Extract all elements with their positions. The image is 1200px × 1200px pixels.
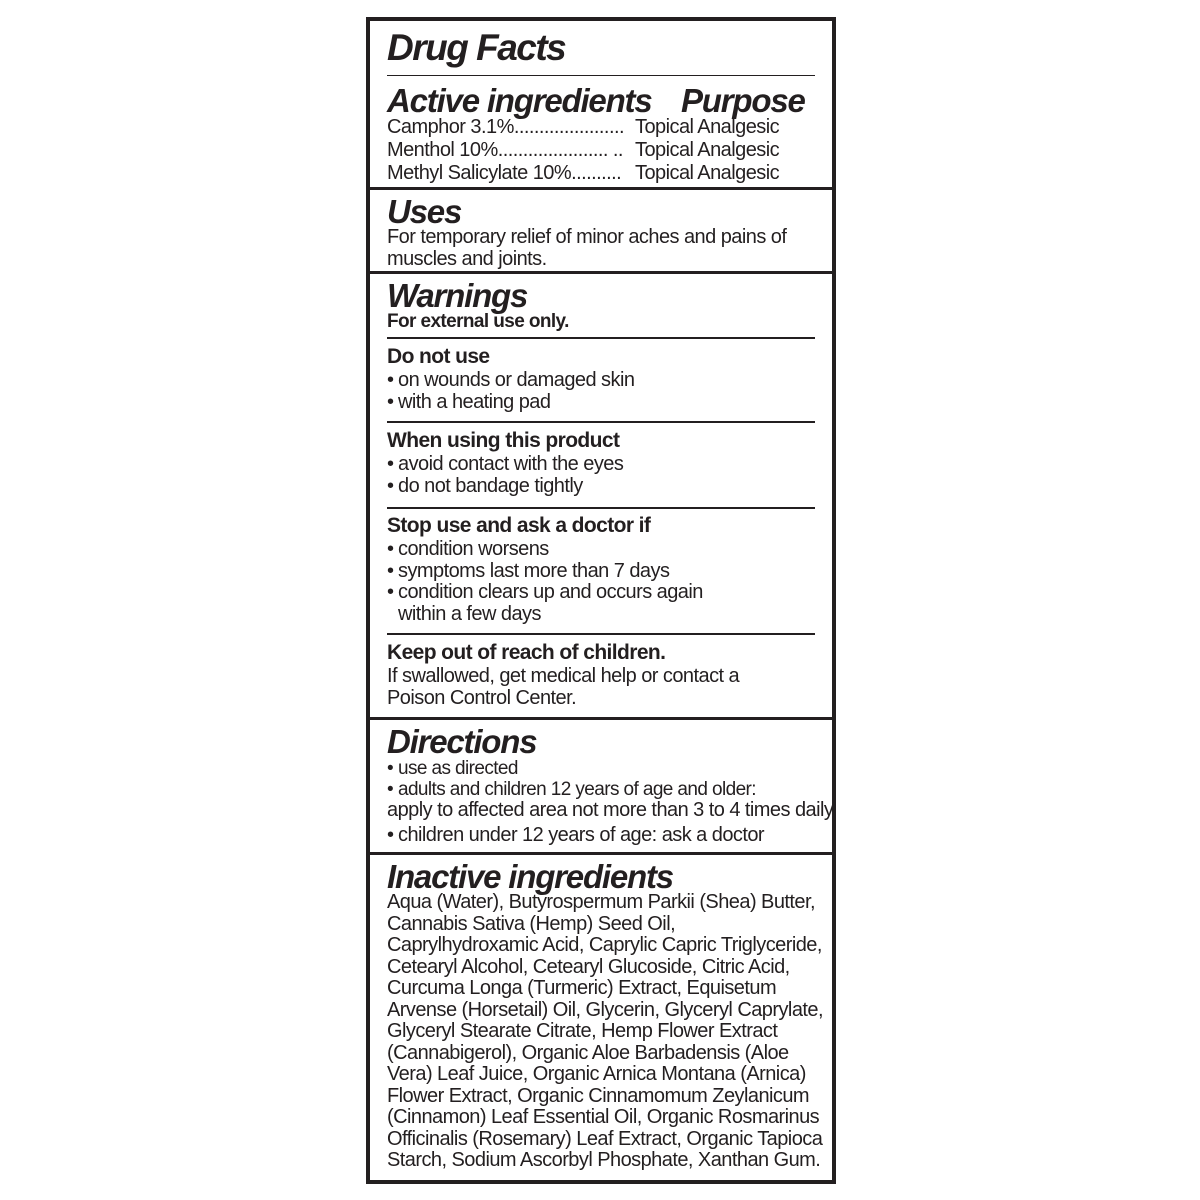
when-using-list	[387, 454, 817, 497]
inactive-ingredients-text: Aqua (Water), Butyrospermum Parkii (Shea) Butter, Cannabis Sativa (Hemp) Seed Oil, Caprylhydroxamic Acid, Caprylic Capric Triglyceride, Cetearyl Alcohol, Cetearyl Glucoside, Citric Acid, Curcuma Longa (Turmeric) Extract, Equisetum Arvense (Horsetail) Oil, Glycerin, Glyceryl Caprylate, Glyceryl Stearate Citrate, Hemp Flower Extract (Cannabigerol), Organic Aloe Barbadensis (Aloe Vera) Leaf Juice, Organic Arnica Montana (Arnica) Flower Extract, Organic Cinnamomum Zeylanicum (Cinnamon) Leaf Essential Oil, Organic Rosmarinus Officinalis (Rosemary) Leaf Extract, Organic Tapioca Starch, Sodium Ascorbyl Phosphate, Xanthan Gum.	[387, 891, 823, 1171]
ingredient-row	[387, 117, 624, 139]
ingredient-leader: ......................	[513, 116, 624, 138]
ingredient-purpose: Topical Analgesic	[635, 162, 780, 184]
list-item: • condition clears up and occurs again within a few days	[387, 582, 737, 625]
directions-list-children	[387, 825, 827, 847]
ingredient-leader: ..........	[571, 162, 622, 184]
subsection-rule	[387, 507, 815, 509]
stop-use-heading: Stop use and ask a doctor if	[387, 514, 651, 537]
stop-use-list	[387, 539, 737, 625]
uses-heading: Uses	[387, 193, 462, 230]
list-item: • symptoms last more than 7 days	[387, 561, 737, 583]
directions-list	[387, 758, 827, 800]
ingredient-name: Camphor 3.1%	[387, 116, 514, 138]
active-ingredients-section	[370, 21, 832, 187]
list-item: • use as directed	[387, 758, 827, 779]
directions-section	[370, 720, 832, 852]
external-use-text: For external use only.	[387, 311, 569, 332]
ingredient-leader: ...................... ..	[497, 139, 623, 161]
subsection-rule	[387, 633, 815, 635]
ingredient-name: Menthol 10%	[387, 139, 498, 161]
title-rule	[387, 75, 815, 76]
keep-out-text: If swallowed, get medical help or contact a Poison Control Center.	[387, 665, 740, 709]
list-item: • on wounds or damaged skin	[387, 370, 817, 392]
uses-text: For temporary relief of minor aches and pains of muscles and joints.	[387, 226, 787, 270]
subsection-rule	[387, 421, 815, 423]
list-item: • children under 12 years of age: ask a doctor	[387, 825, 827, 847]
list-item: • do not bandage tightly	[387, 476, 817, 498]
uses-section	[370, 190, 832, 271]
drug-facts-title: Drug Facts	[387, 27, 566, 68]
list-item: • with a heating pad	[387, 392, 817, 414]
inactive-ingredients-heading: Inactive ingredients	[387, 858, 673, 895]
warnings-section	[370, 274, 832, 717]
list-item: • condition worsens	[387, 539, 737, 561]
active-ingredients-heading: Active ingredients	[387, 82, 652, 119]
ingredient-row	[387, 140, 623, 162]
ingredient-name: Methyl Salicylate 10%	[387, 162, 572, 184]
ingredient-purpose: Topical Analgesic	[635, 139, 780, 161]
do-not-use-list	[387, 370, 817, 413]
when-using-heading: When using this product	[387, 429, 620, 452]
subsection-rule	[387, 337, 815, 339]
ingredient-row	[387, 163, 621, 185]
inactive-ingredients-section	[370, 855, 832, 1180]
list-item: • avoid contact with the eyes	[387, 454, 817, 476]
keep-out-heading: Keep out of reach of children.	[387, 641, 666, 664]
ingredient-purpose: Topical Analgesic	[635, 116, 780, 138]
warnings-heading: Warnings	[387, 277, 528, 314]
list-item: • adults and children 12 years of age and older:	[387, 779, 827, 800]
directions-heading: Directions	[387, 723, 537, 760]
directions-detail: apply to affected area not more than 3 to 4 times daily	[387, 799, 834, 821]
do-not-use-heading: Do not use	[387, 345, 490, 368]
purpose-heading: Purpose	[681, 82, 805, 119]
drug-facts-panel	[366, 17, 836, 1184]
